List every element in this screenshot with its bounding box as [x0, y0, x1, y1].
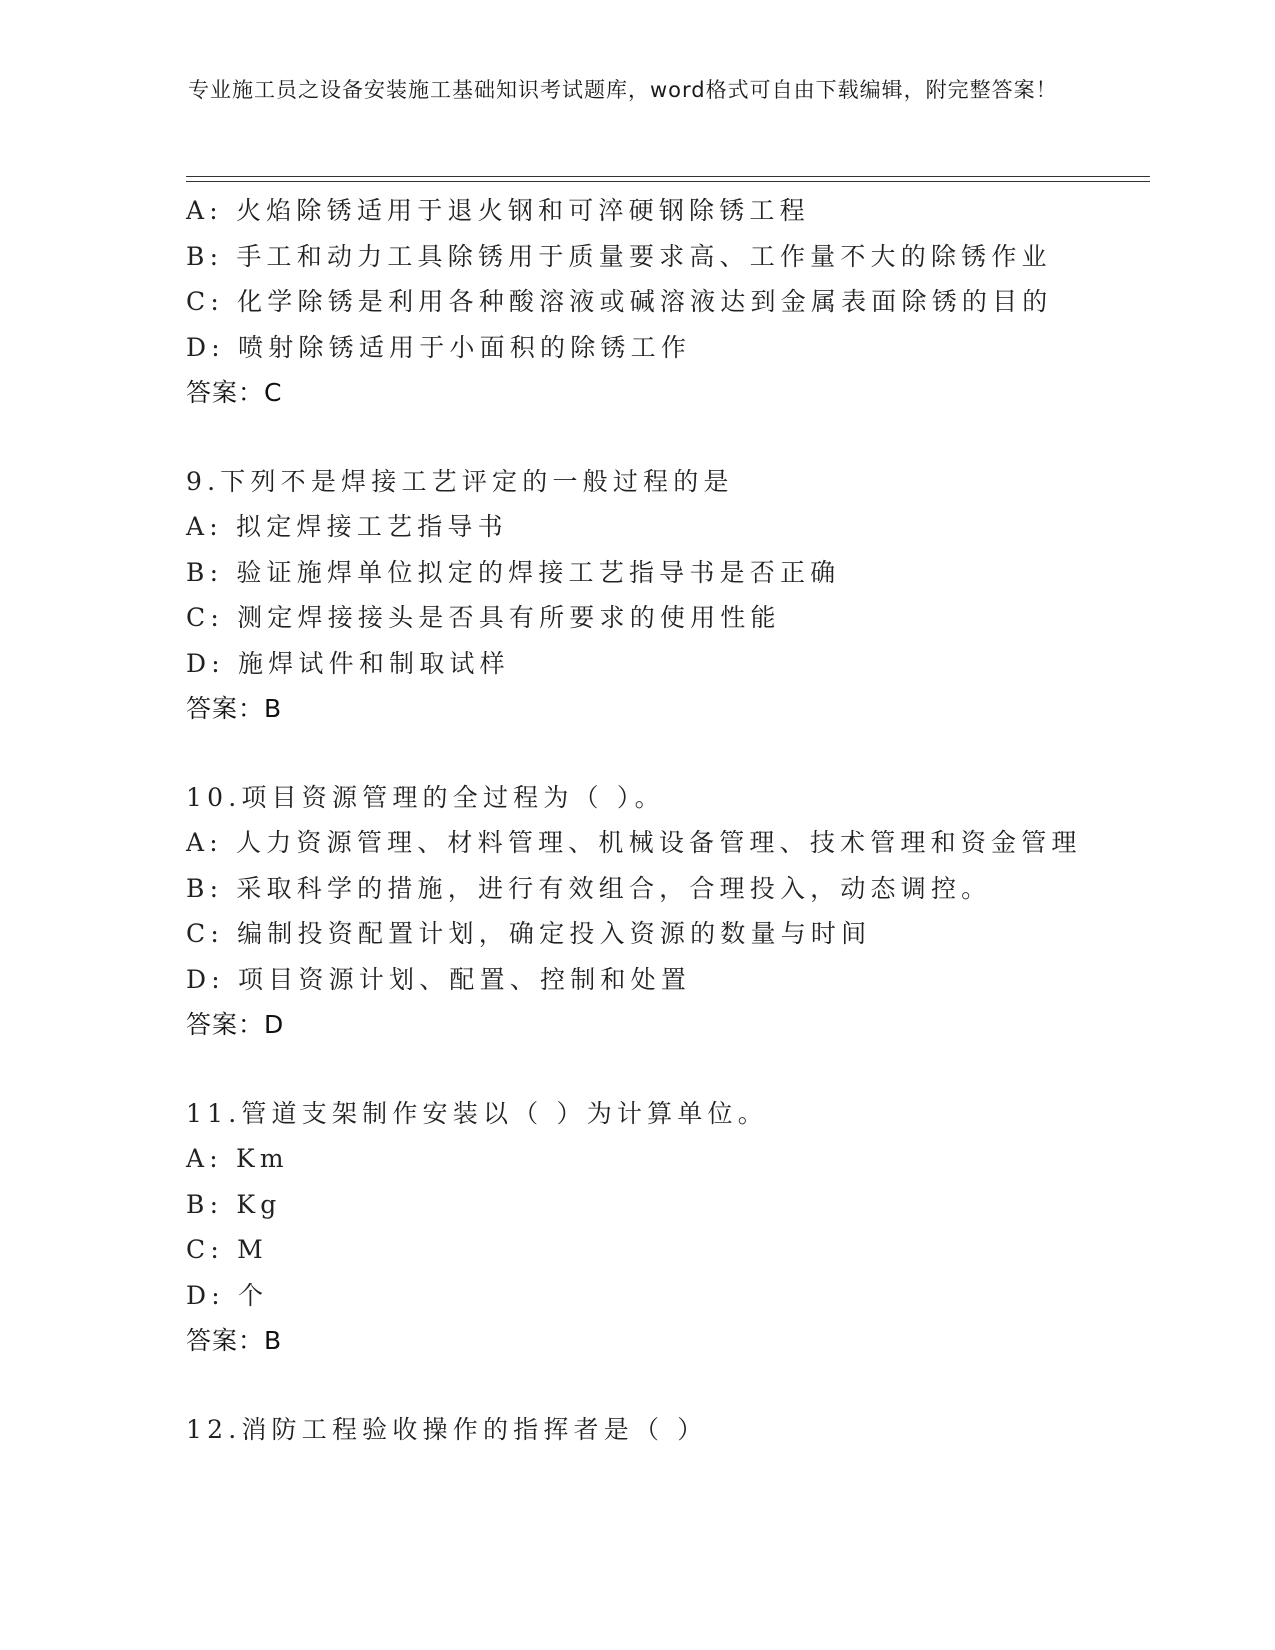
question-block-9	[186, 459, 1146, 732]
option-d: D: 项目资源计划、配置、控制和处置	[186, 964, 692, 994]
option-d: D: 施焊试件和制取试样	[186, 648, 510, 678]
header-rule-top	[186, 176, 1150, 177]
option-b: B: 采取科学的措施，进行有效组合，合理投入，动态调控。	[186, 873, 992, 903]
question-text: 9.下列不是焊接工艺评定的一般过程的是	[186, 466, 734, 496]
question-block-11	[186, 1091, 1146, 1364]
option-a: A: 火焰除锈适用于退火钢和可淬硬钢除锈工程	[186, 196, 810, 225]
option-c: C: 测定焊接接头是否具有所要求的使用性能	[186, 603, 781, 632]
option-d: D: 个	[186, 1280, 269, 1310]
header-rule-bottom	[186, 181, 1150, 182]
answer: 答案：B	[186, 1326, 283, 1355]
question-list	[186, 188, 1146, 1452]
option-b: B: Kg	[186, 1189, 282, 1219]
option-a: A: Km	[186, 1144, 289, 1173]
question-block-8	[186, 188, 1146, 416]
option-d: D: 喷射除锈适用于小面积的除锈工作	[186, 332, 692, 362]
option-c: C: 编制投资配置计划，确定投入资源的数量与时间	[186, 919, 872, 948]
question-block-10	[186, 775, 1146, 1048]
answer: 答案：C	[186, 378, 283, 407]
option-a: A: 拟定焊接工艺指导书	[186, 512, 508, 541]
option-a: A: 人力资源管理、材料管理、机械设备管理、技术管理和资金管理	[186, 828, 1082, 857]
answer: 答案：D	[186, 1010, 285, 1039]
block-spacer	[186, 1364, 1146, 1407]
option-c: C: M	[186, 1235, 268, 1264]
block-spacer	[186, 1048, 1146, 1091]
document-header: 专业施工员之设备安装施工基础知识考试题库，word格式可自由下载编辑，附完整答案！	[188, 78, 1058, 102]
question-text: 10.项目资源管理的全过程为（ ）。	[186, 782, 665, 812]
option-b: B: 手工和动力工具除锈用于质量要求高、工作量不大的除锈作业	[186, 241, 1052, 271]
option-c: C: 化学除锈是利用各种酸溶液或碱溶液达到金属表面除锈的目的	[186, 287, 1053, 316]
question-text: 11.管道支架制作安装以（ ）为计算单位。	[186, 1098, 768, 1128]
question-text: 12.消防工程验收操作的指挥者是（ ）	[186, 1414, 708, 1444]
answer: 答案：B	[186, 694, 283, 723]
block-spacer	[186, 732, 1146, 775]
option-b: B: 验证施焊单位拟定的焊接工艺指导书是否正确	[186, 557, 841, 587]
block-spacer	[186, 416, 1146, 459]
question-block-12	[186, 1407, 1146, 1453]
